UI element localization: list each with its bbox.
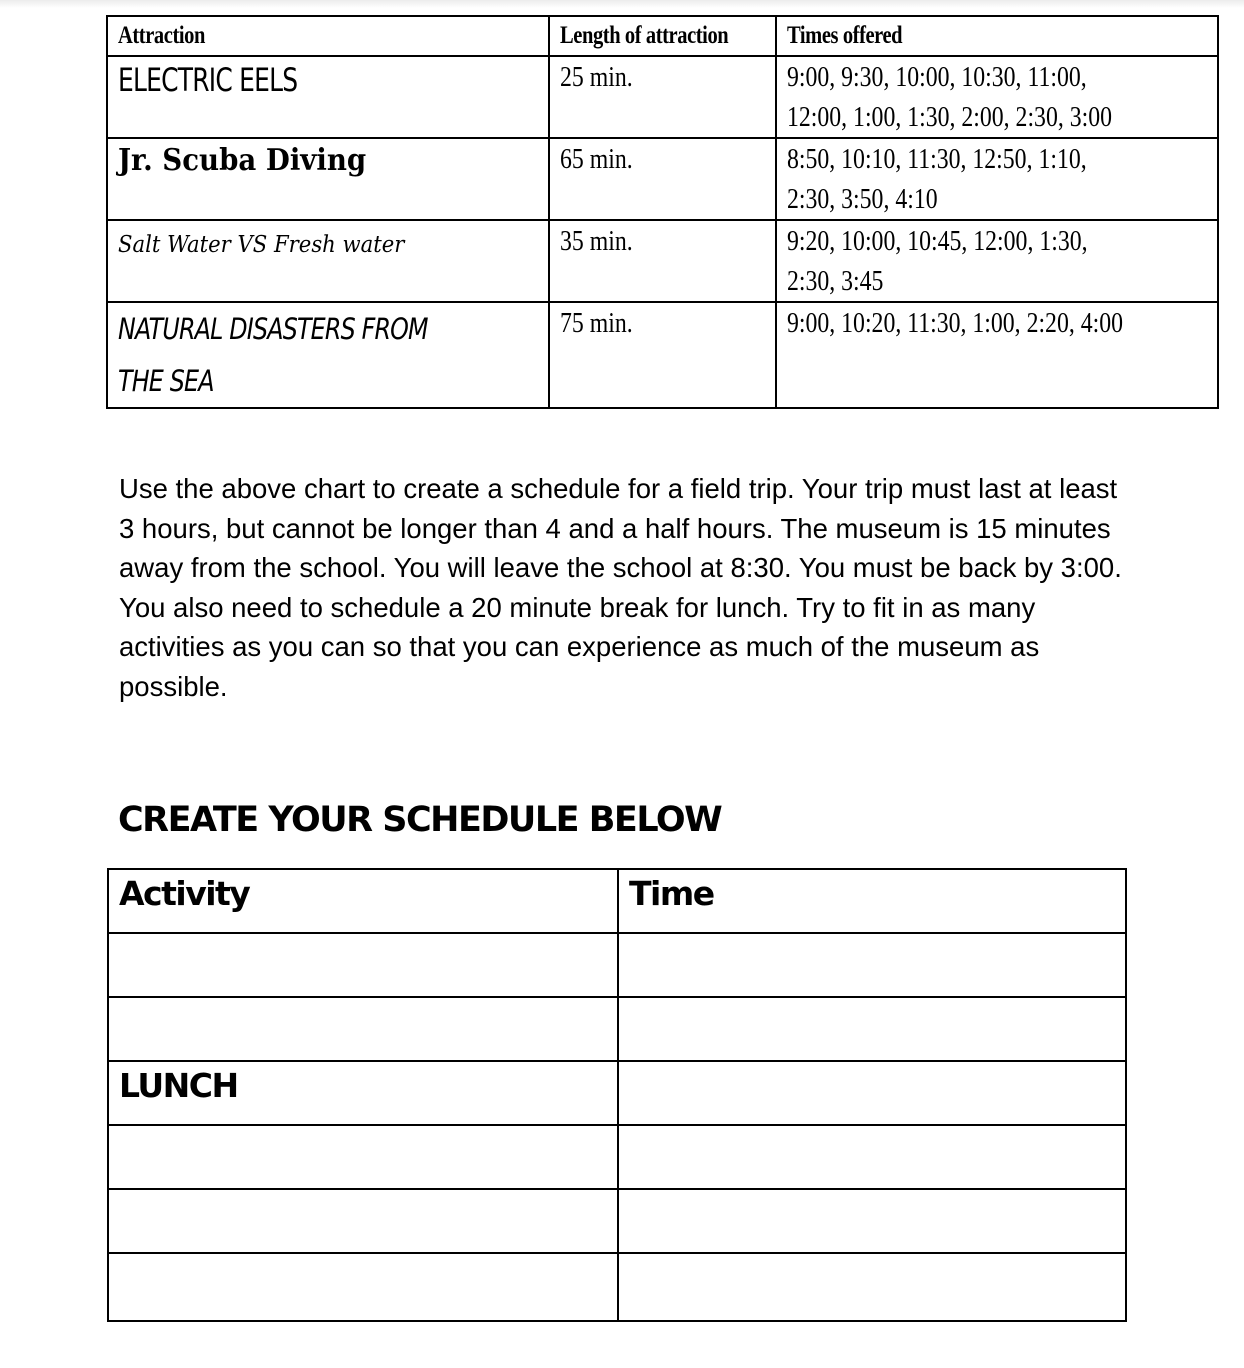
attraction-length-cell (549, 56, 776, 138)
attraction-name: NATURAL DISASTERS FROM THE SEA (118, 312, 428, 398)
attraction-times: 9:20, 10:00, 10:45, 12:00, 1:30, 2:30, 3:45 (787, 225, 1088, 297)
attraction-length: 35 min. (560, 225, 633, 257)
page-top-shadow (0, 0, 1244, 8)
schedule-table (107, 868, 1127, 1322)
activity-cell[interactable] (108, 997, 618, 1061)
header-times (776, 16, 1218, 56)
activity-cell[interactable] (108, 1125, 618, 1189)
attraction-name-cell (107, 56, 549, 138)
attraction-name: Salt Water VS Fresh water (118, 232, 405, 258)
schedule-row (108, 1253, 1126, 1321)
attraction-row (107, 220, 1218, 302)
schedule-header-row (108, 869, 1126, 933)
attraction-name-cell (107, 302, 549, 408)
time-cell[interactable] (618, 1253, 1126, 1321)
attraction-length: 25 min. (560, 61, 633, 93)
schedule-row (108, 1125, 1126, 1189)
attractions-header-row (107, 16, 1218, 56)
schedule-row-lunch (108, 1061, 1126, 1125)
header-activity: Activity (108, 869, 618, 933)
attraction-times-cell (776, 220, 1218, 302)
header-time: Time (618, 869, 1126, 933)
schedule-title: CREATE YOUR SCHEDULE BELOW (118, 800, 722, 840)
header-attraction-label: Attraction (118, 22, 205, 49)
attraction-length-cell (549, 138, 776, 220)
time-cell[interactable] (618, 1125, 1126, 1189)
attraction-name-cell (107, 220, 549, 302)
attraction-row (107, 56, 1218, 138)
attraction-length: 65 min. (560, 143, 633, 175)
attraction-length-cell (549, 220, 776, 302)
schedule-row (108, 933, 1126, 997)
time-cell[interactable] (618, 997, 1126, 1061)
activity-cell[interactable] (108, 1253, 618, 1321)
attraction-times: 9:00, 9:30, 10:00, 10:30, 11:00, 12:00, 1:00, 1:30, 2:00, 2:30, 3:00 (787, 61, 1113, 133)
attraction-length: 75 min. (560, 307, 633, 339)
attraction-times: 8:50, 10:10, 11:30, 12:50, 1:10, 2:30, 3:50, 4:10 (787, 143, 1087, 215)
attraction-row (107, 302, 1218, 408)
schedule-row (108, 1189, 1126, 1253)
header-length (549, 16, 776, 56)
attraction-times-cell (776, 138, 1218, 220)
instructions-paragraph: Use the above chart to create a schedule for a field trip. Your trip must last at least 3 hours, but cannot be longer than 4 and a half hours. The museum is 15 minutes away from the school. You will leave the school at 8:30. You must be back by 3:00. You also need to schedule a 20 minute break for lunch. Try to fit in as many activities as you can so that you can experience as much of the museum as possible. (119, 473, 1122, 702)
attraction-times-cell (776, 302, 1218, 408)
time-cell[interactable] (618, 1061, 1126, 1125)
activity-cell[interactable] (108, 1189, 618, 1253)
activity-cell[interactable] (108, 933, 618, 997)
header-attraction (107, 16, 549, 56)
attraction-name: ELECTRIC EELS (118, 61, 298, 99)
schedule-row (108, 997, 1126, 1061)
attraction-row (107, 138, 1218, 220)
activity-cell-lunch: LUNCH (108, 1061, 618, 1125)
header-length-label: Length of attraction (560, 22, 729, 49)
time-cell[interactable] (618, 933, 1126, 997)
attraction-name: Jr. Scuba Diving (118, 143, 367, 178)
attraction-length-cell (549, 302, 776, 408)
attraction-name-cell (107, 138, 549, 220)
attraction-times: 9:00, 10:20, 11:30, 1:00, 2:20, 4:00 (787, 307, 1124, 339)
header-times-label: Times offered (787, 22, 903, 49)
attraction-times-cell (776, 56, 1218, 138)
attractions-table (106, 15, 1219, 409)
time-cell[interactable] (618, 1189, 1126, 1253)
